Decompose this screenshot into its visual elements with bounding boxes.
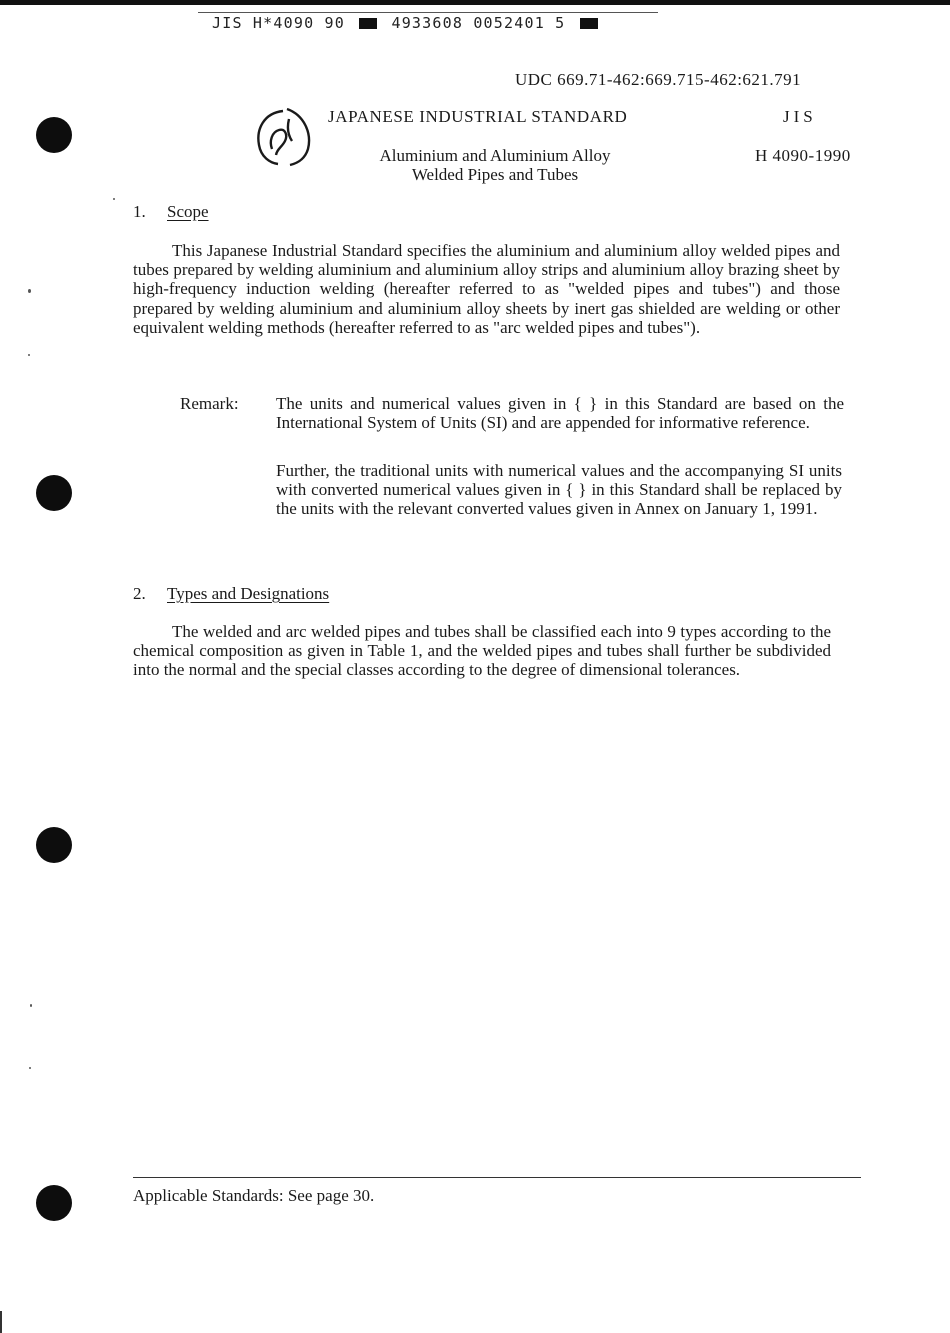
scan-speck [29,1067,31,1069]
footnote-applicable-standards: Applicable Standards: See page 30. [133,1186,375,1205]
punch-hole [36,827,72,863]
types-paragraph: The welded and arc welded pipes and tubes shall be classified each into 9 types according to the chemical composition as given in Table 1, and the welded pipes and tubes shall further be subdivided into the normal and the special classes according to the degree of dimensional tolerances. [133,622,831,680]
header-code-part-1: JIS H*4090 90 [212,14,345,32]
section-title: Scope [167,202,209,221]
document-title-line-2: Welded Pipes and Tubes [411,165,579,184]
punch-hole [36,1185,72,1221]
scope-paragraph: This Japanese Industrial Standard specifies the aluminium and aluminium alloy welded pipes and tubes prepared by welding aluminium and aluminium alloy strips and aluminium alloy brazing sheet by high-frequency induction welding (hereafter referred to as "welded pipes and tubes") and those prepared by welding aluminium and aluminium alloy sheets by inert gas shielded are welding or other equivalent welding methods (hereafter referred to as "arc welded pipes and tubes"). [133,241,840,337]
header-code [212,14,602,32]
footnote-rule [133,1177,861,1178]
punch-hole [36,117,72,153]
page-edge-mark [0,1311,8,1333]
standard-org-title: JAPANESE INDUSTRIAL STANDARD [328,107,628,126]
header-code-part-2: 4933608 0052401 5 [391,14,566,32]
udc-classification: UDC 669.71-462:669.715-462:621.791 [515,70,802,89]
top-border [0,0,950,5]
remark-label: Remark: [180,394,239,413]
document-title [340,146,650,184]
document-number: H 4090-1990 [755,146,851,165]
section-heading-types [133,584,329,604]
section-title: Types and Designations [167,584,330,603]
scan-speck [28,289,31,293]
header-rule [198,12,658,13]
punch-hole [36,475,72,511]
scan-speck [113,198,115,200]
scan-speck [30,1004,32,1007]
section-heading-scope [133,202,209,222]
remark-paragraph-2: Further, the traditional units with numerical values and the accompanying SI units with converted numerical values given in { } in this Standard shall be replaced by the units with the relevant converted values given in Annex on January 1, 1991. [276,461,842,519]
jis-logo-icon [250,105,316,171]
scan-speck [28,354,30,356]
jis-mark: JIS [783,107,817,126]
section-number: 2. [133,584,146,603]
remark-paragraph-1: The units and numerical values given in { } in this Standard are based on the International System of Units (SI) and are appended for informative reference. [276,394,844,433]
document-title-line-1: Aluminium and Aluminium Alloy [379,146,611,165]
block-mark [359,18,377,29]
block-mark [580,18,598,29]
section-number: 1. [133,202,146,221]
